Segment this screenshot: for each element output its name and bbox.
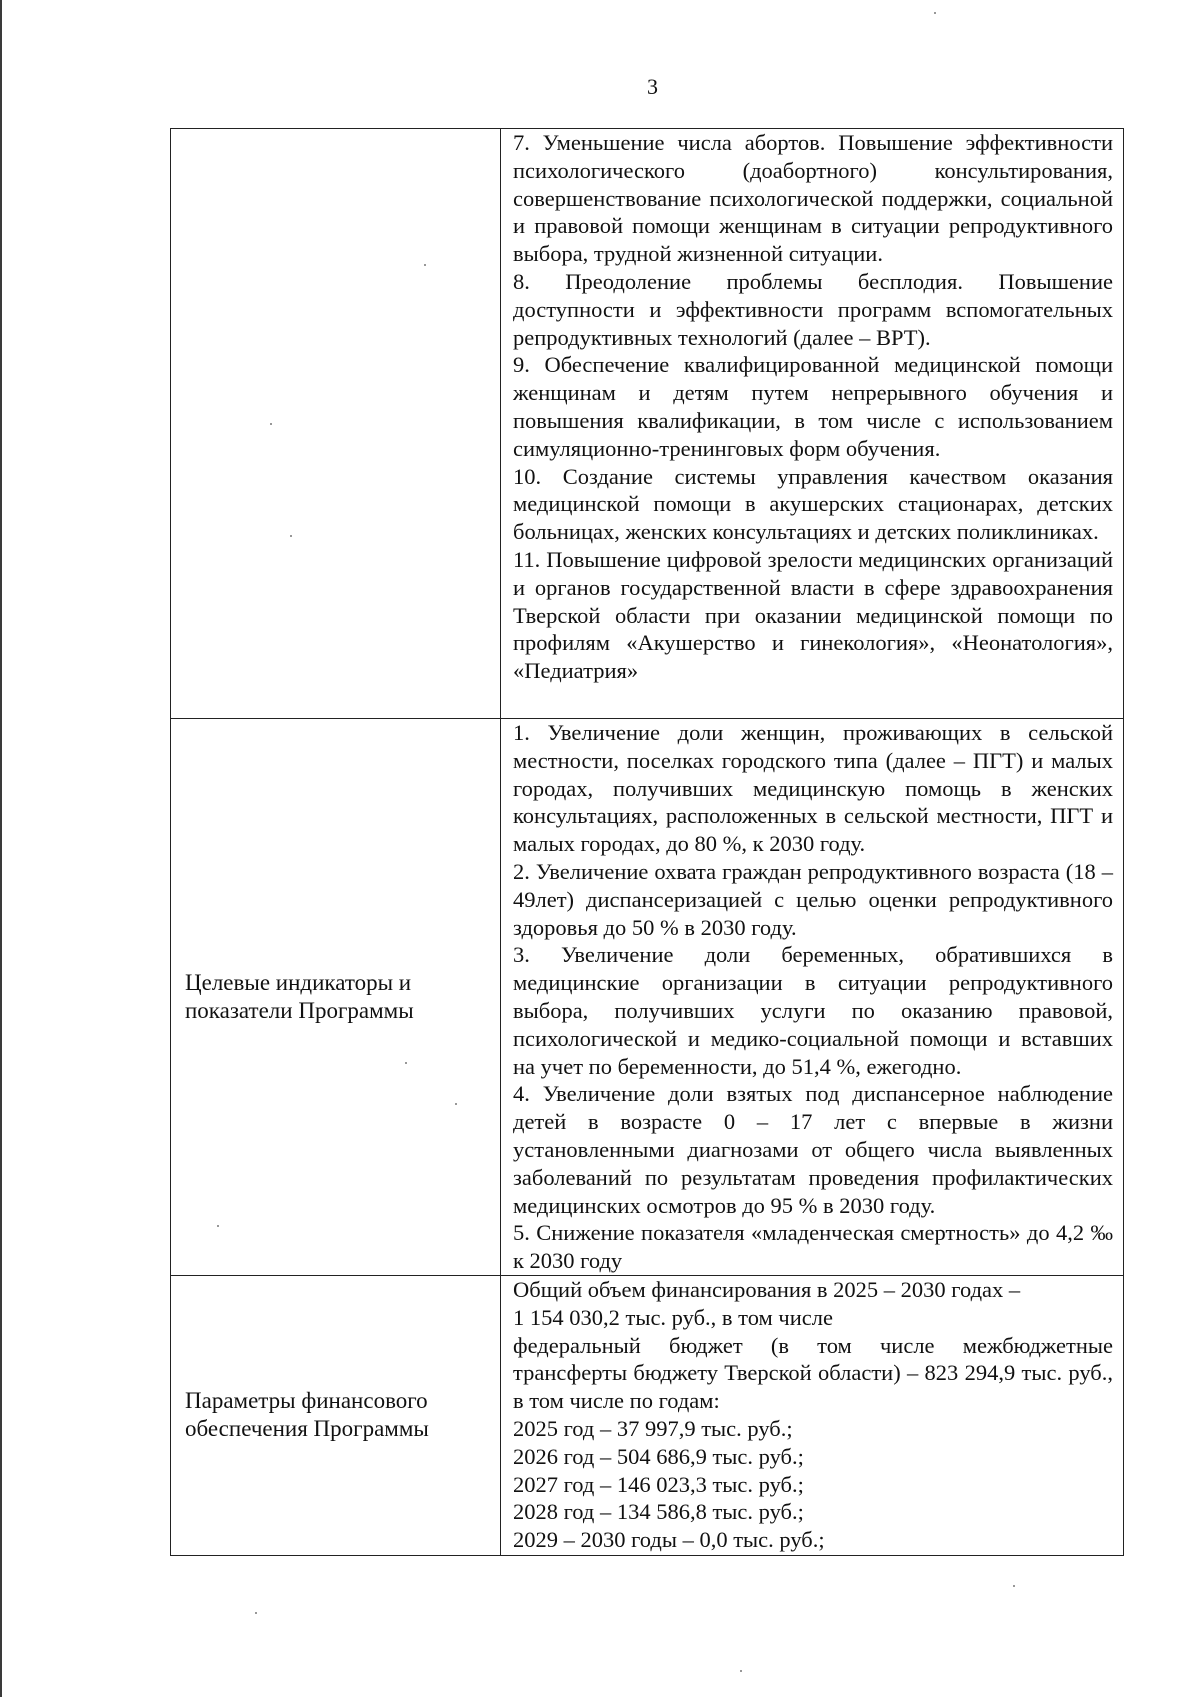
indicator-item-5: 5. Снижение показателя «младенческая смертность» до 4,2 ‰ к 2030 году (513, 1220, 1113, 1274)
task-item-8: 8. Преодоление проблемы бесплодия. Повышение доступности и эффективности программ вспомогательных репродуктивных технологий (далее – ВРТ). (513, 268, 1113, 350)
scan-speck (255, 1612, 257, 1614)
scan-speck (424, 264, 426, 266)
scan-speck (740, 1670, 742, 1672)
task-item-10: 10. Создание системы управления качеством оказания медицинской помощи в акушерских стационарах, детских больницах, женских консультациях и детских поликлиниках. (513, 463, 1113, 545)
indicator-item-3: 3. Увеличение доли беременных, обратившихся в медицинские организации в ситуации репродуктивного выбора, получивших услуги по оказанию правовой, психологической и медико-социальной помощи и вставших на учет по беременности, до 51,4 %, ежегодно. (513, 942, 1113, 1079)
funding-total-amount: 1 154 030,2 тыс. руб., в том числе (513, 1304, 833, 1330)
scan-speck (290, 535, 292, 537)
indicator-item-2: 2. Увеличение охвата граждан репродуктивного возраста (18 – 49лет) диспансеризацией с целью оценки репродуктивного здоровья до 50 % в 2030 году. (513, 858, 1113, 940)
funding-year-2025: 2025 год – 37 997,9 тыс. руб.; (513, 1415, 793, 1441)
funding-year-2029-2030: 2029 – 2030 годы – 0,0 тыс. руб.; (513, 1527, 825, 1553)
task-item-7: 7. Уменьшение числа абортов. Повышение эффективности психологического (доабортного) консультирования, совершенствование психологической поддержки, социальной и правовой помощи женщинам в ситуации репродуктивного выбора, трудной жизненной ситуации. (513, 130, 1113, 267)
scan-left-edge (0, 0, 2, 1697)
funding-year-2027: 2027 год – 146 023,3 тыс. руб.; (513, 1471, 804, 1497)
program-passport-table (170, 128, 1124, 1556)
funding-total-line: Общий объем финансирования в 2025 – 2030 годах – (513, 1276, 1021, 1302)
scan-speck (1013, 1585, 1015, 1587)
row-label-cell: Целевые индикаторы и показатели Программы (171, 719, 501, 1276)
task-item-11: 11. Повышение цифровой зрелости медицинских организаций и органов государственной власти в сфере здравоохранения Тверской области при оказании медицинской помощи по профилям «Акушерство и гинекология», «Неонатология», «Педиатрия» (513, 546, 1113, 684)
row-content-cell (501, 129, 1124, 719)
row-label-cell (171, 129, 501, 719)
funding-federal-budget: федеральный бюджет (в том числе межбюджетные трансферты бюджету Тверской области) – 823 294,9 тыс. руб., в том числе по годам: (513, 1332, 1113, 1414)
funding-year-2026: 2026 год – 504 686,9 тыс. руб.; (513, 1443, 804, 1469)
row-label-cell: Параметры финансового обеспечения Программы (171, 1275, 501, 1555)
task-item-9: 9. Обеспечение квалифицированной медицинской помощи женщинам и детям путем непрерывного обучения и повышения квалификации, в том числе с использованием симуляционно-тренинговых форм обучения. (513, 352, 1113, 461)
scan-speck (217, 1225, 219, 1227)
row-content-cell (501, 719, 1124, 1276)
table-row (171, 1275, 1124, 1555)
indicator-item-1: 1. Увеличение доли женщин, проживающих в сельской местности, поселках городского типа (далее – ПГТ) и малых городах, получивших медицинскую помощь в женских консультациях, расположенных в сельской местности, ПГТ и малых городах, до 80 %, к 2030 году. (513, 720, 1113, 857)
scan-speck (270, 423, 272, 425)
table-row (171, 719, 1124, 1276)
page-number: 3 (647, 74, 658, 99)
scan-speck (934, 12, 936, 14)
row-content-cell (501, 1275, 1124, 1555)
table-row (171, 129, 1124, 719)
indicator-item-4: 4. Увеличение доли взятых под диспансерное наблюдение детей в возрасте 0 – 17 лет с впервые в жизни установленными диагнозами от общего числа выявленных заболеваний по результатам проведения профилактических медицинских осмотров до 95 % в 2030 году. (513, 1081, 1113, 1218)
funding-year-2028: 2028 год – 134 586,8 тыс. руб.; (513, 1499, 804, 1525)
scan-speck (455, 1103, 457, 1105)
scan-speck (405, 1062, 407, 1064)
